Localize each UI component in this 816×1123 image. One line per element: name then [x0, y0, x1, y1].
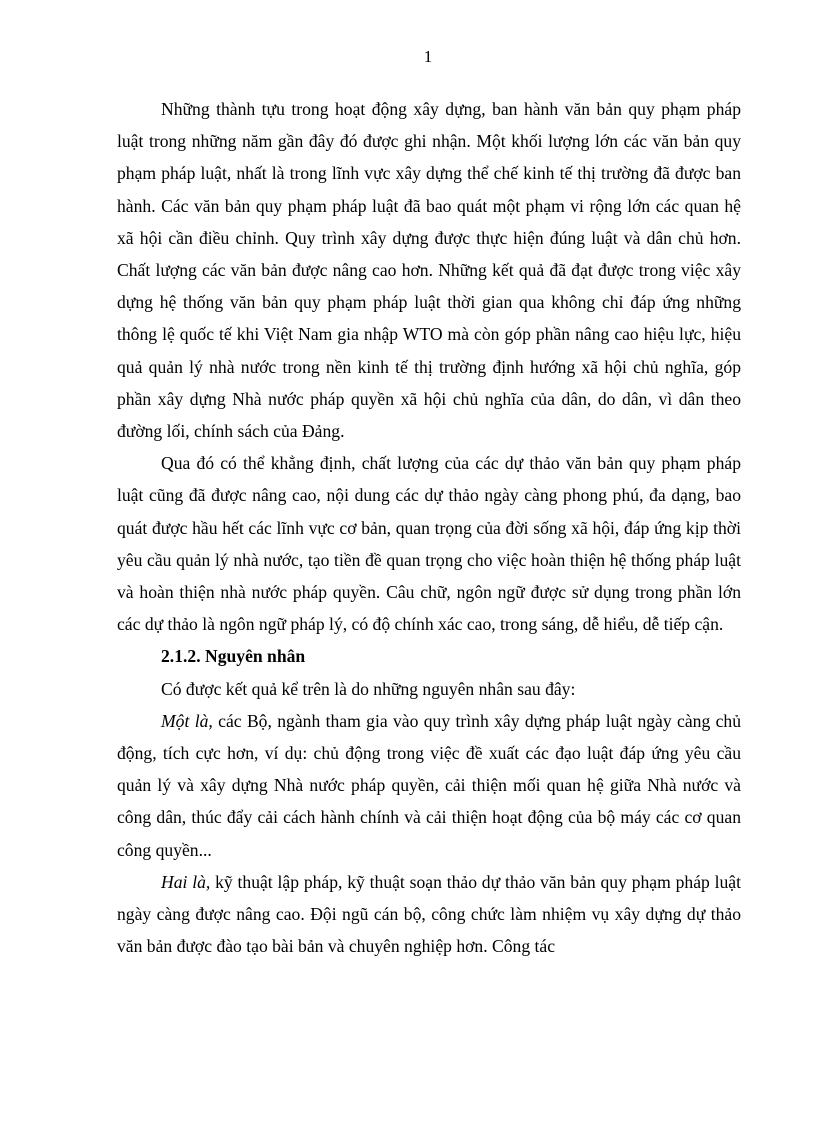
document-body — [117, 93, 741, 962]
reason-two-text: kỹ thuật lập pháp, kỹ thuật soạn thảo dự thảo văn bản quy phạm pháp luật ngày càng được nâng cao. Đội ngũ cán bộ, công chức làm nhiệm vụ xây dựng dự thảo văn bản được đào tạo bài bản và chuyên nghiệp hơn. Công tác — [117, 871, 741, 957]
section-heading: 2.1.2. Nguyên nhân — [161, 646, 306, 667]
paragraph-reason-one — [117, 705, 741, 866]
page-number: 1 — [423, 47, 433, 66]
paragraph-achievements: Những thành tựu trong hoạt động xây dựng, ban hành văn bản quy phạm pháp luật trong những năm gần đây đó được ghi nhận. Một khối lượng lớn các văn bản quy phạm pháp luật, nhất là trong lĩnh vực xây dựng thể chế kinh tế thị trường đã được ban hành. Các văn bản quy phạm pháp luật đã bao quát một phạm vi rộng lớn các quan hệ xã hội cần điều chỉnh. Quy trình xây dựng được thực hiện đúng luật và dân chủ hơn. Chất lượng các văn bản được nâng cao hơn. Những kết quả đã đạt được trong việc xây dựng hệ thống văn bản quy phạm pháp luật thời gian qua không chỉ đáp ứng những thông lệ quốc tế khi Việt Nam gia nhập WTO mà còn góp phần nâng cao hiệu lực, hiệu quả quản lý nhà nước trong nền kinh tế thị trường định hướng xã hội chủ nghĩa, góp phần xây dựng Nhà nước pháp quyền xã hội chủ nghĩa của dân, do dân, vì dân theo đường lối, chính sách của Đảng. — [117, 99, 741, 442]
paragraph-quality: Qua đó có thể khẳng định, chất lượng của các dự thảo văn bản quy phạm pháp luật cũng đã được nâng cao, nội dung các dự thảo ngày càng phong phú, đa dạng, bao quát được hầu hết các lĩnh vực cơ bản, quan trọng của đời sống xã hội, đáp ứng kịp thời yêu cầu quản lý nhà nước, tạo tiền đề quan trọng cho việc hoàn thiện hệ thống pháp luật và hoàn thiện nhà nước pháp quyền. Câu chữ, ngôn ngữ được sử dụng trong phần lớn các dự thảo là ngôn ngữ pháp lý, có độ chính xác cao, trong sáng, dễ hiểu, dễ tiếp cận. — [117, 453, 741, 635]
paragraph-reason-two — [117, 866, 741, 963]
reason-one-text: các Bộ, ngành tham gia vào quy trình xây dựng pháp luật ngày càng chủ động, tích cực hơn, ví dụ: chủ động trong việc đề xuất các đạo luật đáp ứng yêu cầu quản lý và xây dựng Nhà nước pháp quyền, cải thiện mối quan hệ giữa Nhà nước và công dân, thúc đẩy cải cách hành chính và cải thiện hoạt động của bộ máy các cơ quan công quyền... — [117, 710, 742, 860]
reason-one-lead: Một là, — [161, 710, 213, 731]
reason-two-lead: Hai là, — [161, 871, 211, 892]
paragraph-causes-intro: Có được kết quả kể trên là do những nguyên nhân sau đây: — [161, 678, 576, 699]
